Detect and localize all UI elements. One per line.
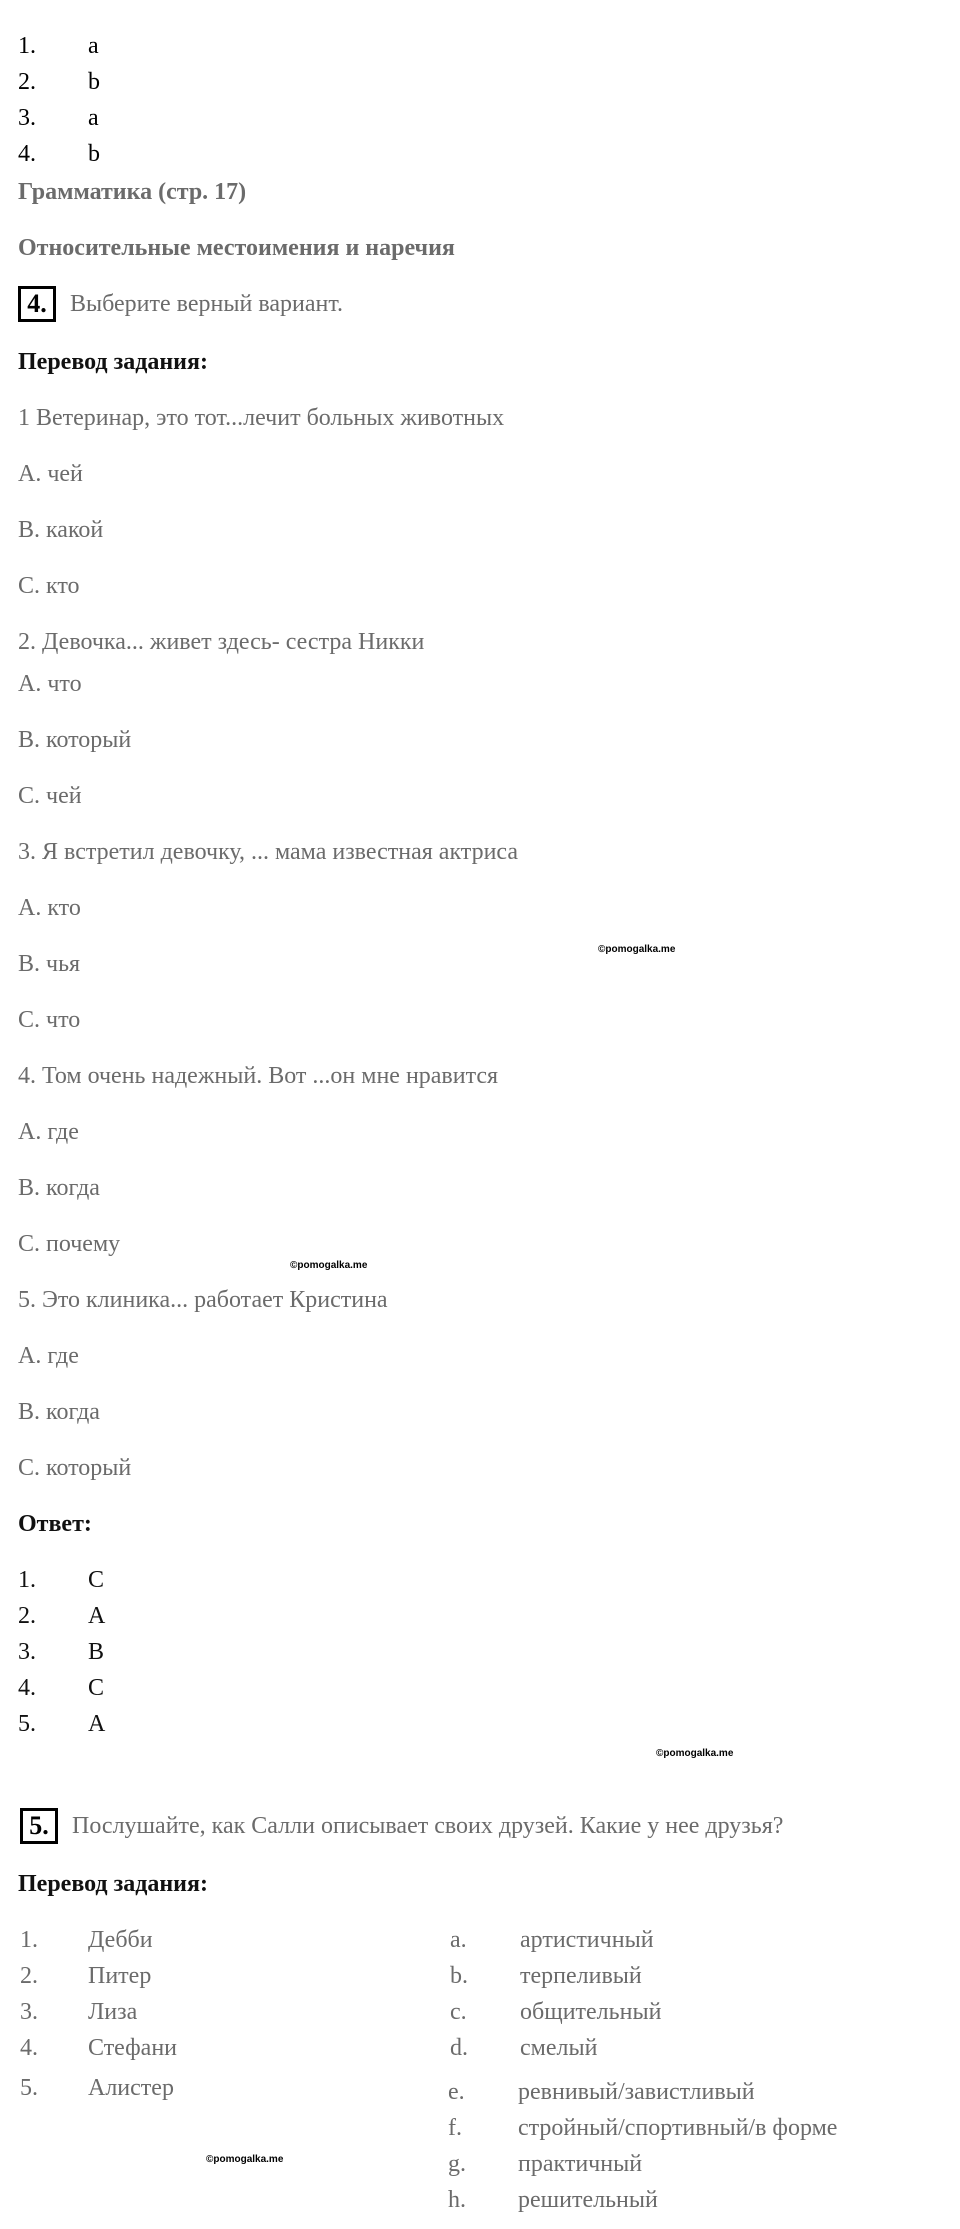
- trait-value: решительный: [518, 2187, 658, 2213]
- name-number: 1.: [20, 1927, 38, 1953]
- question-line: 1 Ветеринар, это тот...лечит больных животных: [18, 405, 505, 431]
- option-line: C. чей: [18, 783, 82, 809]
- trait-letter: a.: [450, 1927, 467, 1953]
- trait-value: общительный: [520, 1999, 662, 2025]
- name-number: 3.: [20, 1999, 38, 2025]
- name-number: 4.: [20, 2035, 38, 2061]
- option-line: B. какой: [18, 517, 104, 543]
- option-line: C. который: [18, 1455, 132, 1481]
- grammar-subheading: Относительные местоимения и наречия: [18, 235, 455, 261]
- question-line: 3. Я встретил девочку, ... мама известная актриса: [18, 839, 519, 865]
- trait-letter: f.: [448, 2115, 462, 2141]
- answer-number: 4.: [18, 1675, 36, 1701]
- list-item-value: a: [88, 33, 99, 59]
- option-line: C. что: [18, 1007, 81, 1033]
- trait-value: стройный/спортивный/в форме: [518, 2115, 838, 2141]
- trait-letter: c.: [450, 1999, 467, 2025]
- answer-heading: Ответ:: [18, 1511, 92, 1537]
- grammar-heading: Грамматика (стр. 17): [18, 179, 247, 205]
- question-line: 2. Девочка... живет здесь- сестра Никки: [18, 629, 425, 655]
- trait-value: артистичный: [520, 1927, 654, 1953]
- list-item-number: 3.: [18, 105, 36, 131]
- option-line: A. что: [18, 671, 82, 697]
- list-item-number: 4.: [18, 141, 36, 167]
- question-line: 5. Это клиника... работает Кристина: [18, 1287, 388, 1313]
- answer-value: C: [88, 1567, 105, 1593]
- answer-number: 1.: [18, 1567, 36, 1593]
- watermark: ©pomogalka.me: [598, 944, 676, 955]
- trait-letter: e.: [448, 2079, 465, 2105]
- option-line: A. чей: [18, 461, 83, 487]
- name-value: Алистер: [88, 2075, 174, 2101]
- name-number: 5.: [20, 2075, 38, 2101]
- list-item-value: b: [88, 69, 100, 95]
- watermark: ©pomogalka.me: [206, 2154, 284, 2165]
- translation-heading: Перевод задания:: [18, 1871, 208, 1897]
- option-line: C. почему: [18, 1231, 121, 1257]
- trait-letter: g.: [448, 2151, 466, 2177]
- option-line: A. кто: [18, 895, 81, 921]
- trait-letter: d.: [450, 2035, 468, 2061]
- task-instruction: Послушайте, как Салли описывает своих друзей. Какие у нее друзья?: [72, 1813, 784, 1839]
- name-value: Дебби: [88, 1927, 153, 1953]
- answer-value: A: [88, 1711, 106, 1737]
- option-line: B. когда: [18, 1399, 100, 1425]
- option-line: B. чья: [18, 951, 81, 977]
- watermark: ©pomogalka.me: [656, 1748, 734, 1759]
- list-item-number: 2.: [18, 69, 36, 95]
- list-item-value: b: [88, 141, 100, 167]
- trait-value: ревнивый/завистливый: [518, 2079, 755, 2105]
- option-line: A. где: [18, 1343, 79, 1369]
- watermark: ©pomogalka.me: [290, 1260, 368, 1271]
- answer-value: A: [88, 1603, 106, 1629]
- list-item-value: a: [88, 105, 99, 131]
- list-item-number: 1.: [18, 33, 36, 59]
- option-line: B. который: [18, 727, 132, 753]
- trait-value: смелый: [520, 2035, 598, 2061]
- translation-heading: Перевод задания:: [18, 349, 208, 375]
- name-number: 2.: [20, 1963, 38, 1989]
- name-value: Лиза: [88, 1999, 138, 2025]
- name-value: Питер: [88, 1963, 152, 1989]
- question-line: 4. Том очень надежный. Вот ...он мне нравится: [18, 1063, 499, 1089]
- answer-number: 3.: [18, 1639, 36, 1665]
- trait-letter: b.: [450, 1963, 468, 1989]
- name-value: Стефани: [88, 2035, 178, 2061]
- task-instruction: Выберите верный вариант.: [70, 291, 344, 317]
- answer-value: B: [88, 1639, 105, 1665]
- option-line: A. где: [18, 1119, 79, 1145]
- answer-number: 2.: [18, 1603, 36, 1629]
- answer-value: C: [88, 1675, 105, 1701]
- trait-value: терпеливый: [520, 1963, 642, 1989]
- option-line: C. кто: [18, 573, 80, 599]
- option-line: B. когда: [18, 1175, 100, 1201]
- task-number-box: 4.: [18, 286, 56, 322]
- trait-value: практичный: [518, 2151, 643, 2177]
- task-number-box: 5.: [20, 1808, 58, 1844]
- answer-number: 5.: [18, 1711, 36, 1737]
- trait-letter: h.: [448, 2187, 466, 2213]
